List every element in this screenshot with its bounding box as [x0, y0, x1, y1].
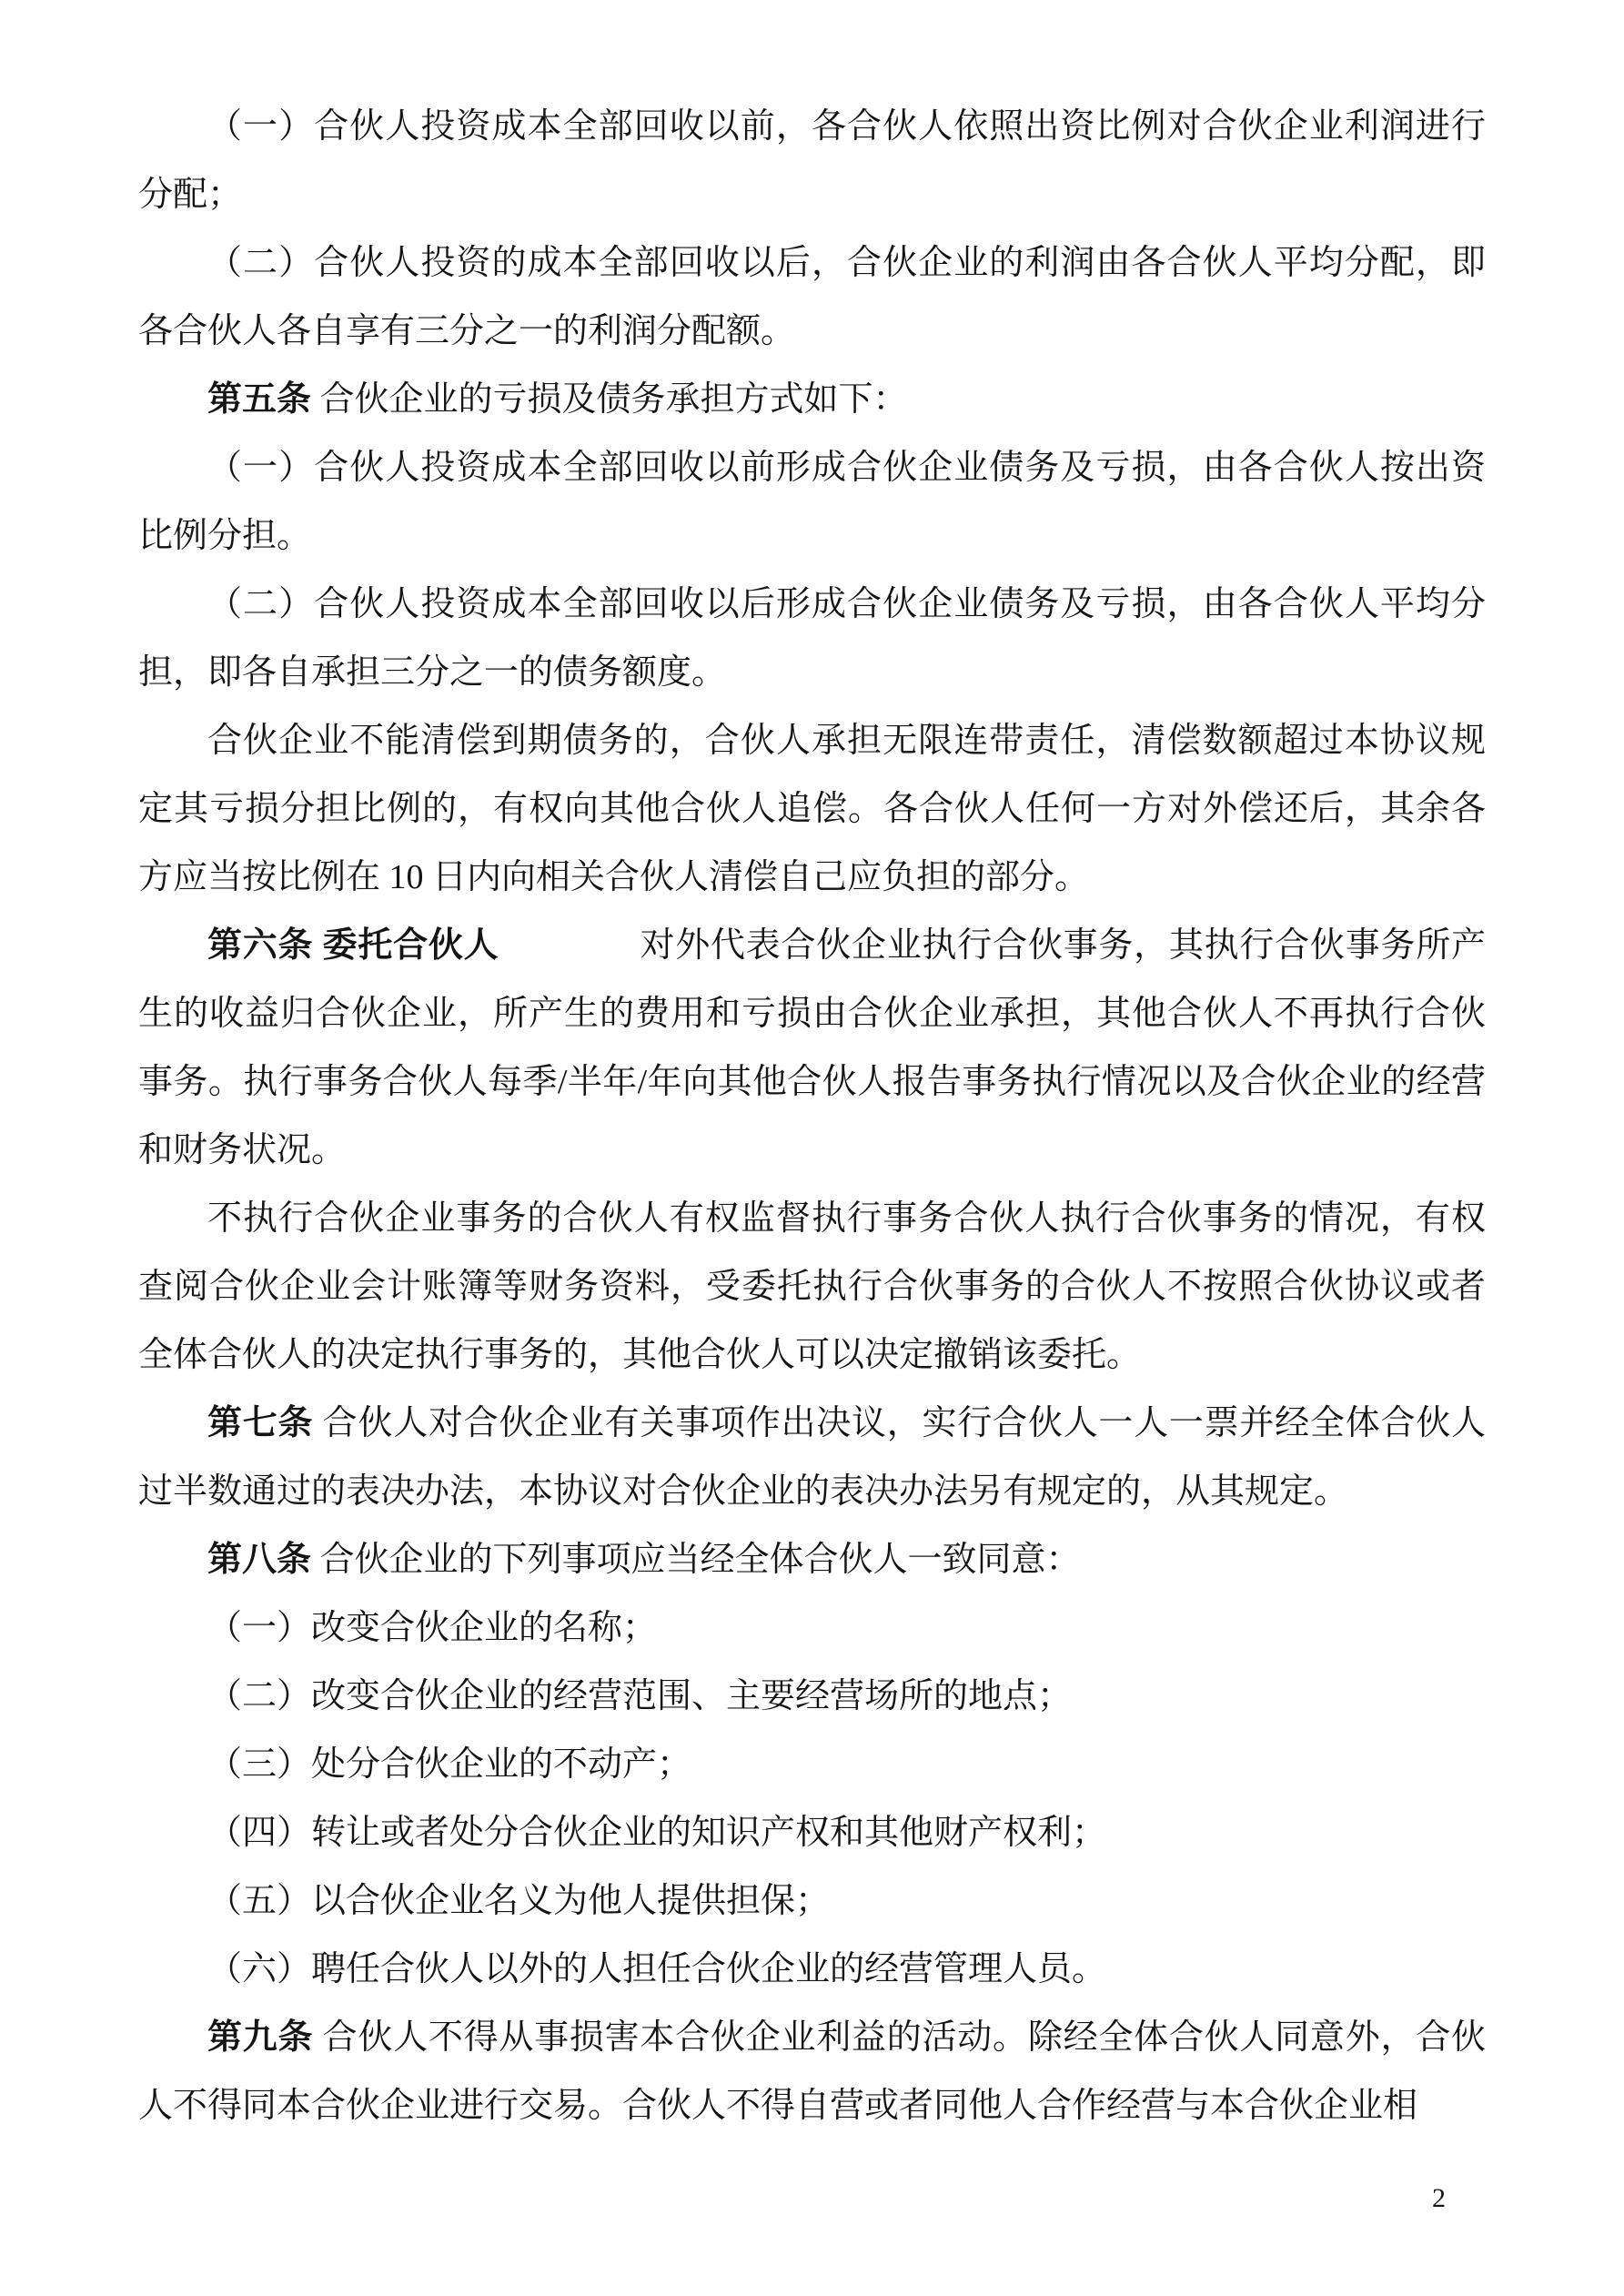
paragraph — [138, 1731, 1486, 1799]
clause-heading: 第六条 委托合伙人 — [207, 926, 499, 965]
body-text: （三）处分合伙企业的不动产； — [207, 1745, 692, 1784]
body-text: 不执行合伙企业事务的合伙人有权监督执行事务合伙人执行合伙事务的情况，有权查阅合伙企业会计账簿等财务资料，受委托执行合伙事务的合伙人不按照合伙协议或者全体合伙人的决定执行事务的，其他合伙人可以决定撤销该委托。 — [138, 1199, 1486, 1374]
body-text: （二）合伙人投资的成本全部回收以后，合伙企业的利润由各合伙人平均分配，即各合伙人各自享有三分之一的利润分配额。 — [138, 244, 1486, 350]
body-text: 合伙企业的下列事项应当经全体合伙人一致同意： — [311, 1541, 1081, 1579]
paragraph — [138, 707, 1486, 912]
paragraph — [138, 1594, 1486, 1663]
paragraph — [138, 1526, 1486, 1594]
document-body — [138, 93, 1486, 2140]
paragraph — [138, 1390, 1486, 1526]
body-text: （一）合伙人投资成本全部回收以前形成合伙企业债务及亏损，由各合伙人按出资比例分担。 — [138, 449, 1486, 555]
clause-heading: 第九条 — [207, 2018, 314, 2057]
body-text: （五）以合伙企业名义为他人提供担保； — [207, 1882, 831, 1920]
body-text: 合伙企业的亏损及债务承担方式如下： — [311, 380, 908, 419]
body-text: （二）改变合伙企业的经营范围、主要经营场所的地点； — [207, 1677, 1073, 1715]
paragraph — [138, 229, 1486, 366]
body-text: （二）合伙人投资成本全部回收以后形成合伙企业债务及亏损，由各合伙人平均分担，即各自承担三分之一的债务额度。 — [138, 585, 1486, 692]
body-text: 合伙企业不能清偿到期债务的，合伙人承担无限连带责任，清偿数额超过本协议规定其亏损分担比例的，有权向其他合伙人追偿。各合伙人任何一方对外偿还后，其余各方应当按比例在 10 日内向相关合伙人清偿自己应负担的部分。 — [138, 722, 1486, 896]
body-text: 合伙人不得从事损害本合伙企业利益的活动。除经全体合伙人同意外，合伙人不得同本合伙企业进行交易。合伙人不得自营或者同他人合作经营与本合伙企业相 — [138, 2018, 1486, 2125]
body-text: （一）合伙人投资成本全部回收以前，各合伙人依照出资比例对合伙企业利润进行分配； — [138, 107, 1486, 214]
paragraph — [138, 1185, 1486, 1390]
paragraph — [138, 1663, 1486, 1731]
paragraph — [138, 366, 1486, 434]
body-text: 合伙人对合伙企业有关事项作出决议，实行合伙人一人一票并经全体合伙人过半数通过的表决办法，本协议对合伙企业的表决办法另有规定的，从其规定。 — [138, 1404, 1486, 1511]
paragraph — [138, 571, 1486, 707]
clause-heading: 第七条 — [207, 1404, 314, 1442]
clause-heading: 第八条 — [207, 1541, 312, 1579]
paragraph — [138, 1867, 1486, 1936]
paragraph — [138, 1799, 1486, 1867]
page-number: 2 — [1432, 2183, 1446, 2213]
paragraph — [138, 912, 1486, 1185]
clause-heading: 第五条 — [207, 380, 312, 419]
body-text: （六）聘任合伙人以外的人担任合伙企业的经营管理人员。 — [207, 1950, 1107, 1988]
body-text: （一）改变合伙企业的名称； — [207, 1609, 658, 1647]
body-text: 对外代表合伙企业执行合伙事务，其执行合伙事务所产生的收益归合伙企业，所产生的费用和亏损由合伙企业承担，其他合伙人不再执行合伙事务。执行事务合伙人每季/半年/年向其他合伙人报告事务执行情况以及合伙企业的经营和财务状况。 — [138, 926, 1486, 1169]
body-text — [499, 926, 640, 965]
paragraph — [138, 93, 1486, 229]
body-text: （四）转让或者处分合伙企业的知识产权和其他财产权利； — [207, 1814, 1107, 1852]
paragraph — [138, 1936, 1486, 2004]
paragraph — [138, 2004, 1486, 2140]
paragraph — [138, 434, 1486, 571]
